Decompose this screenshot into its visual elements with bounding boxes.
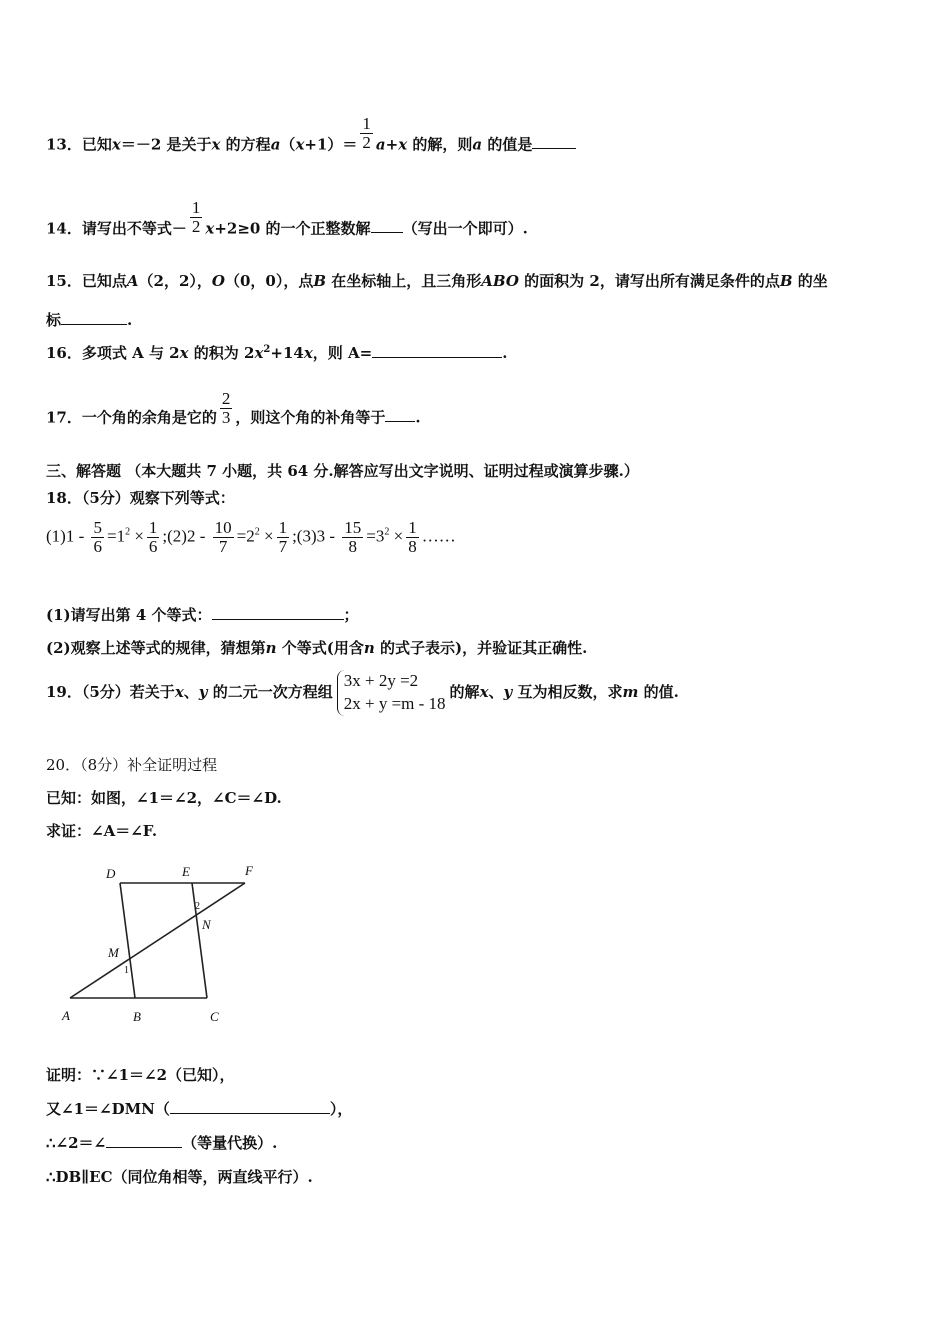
label-angle-2: 2 [195, 901, 200, 912]
question-19: 19．（5分）若关于x、y 的二元一次方程组 3x + 2y =2 2x + y =m - 18 的解x、y 互为相反数，求m 的值. [46, 670, 679, 716]
question-20-title: 20．（8分）补全证明过程 [46, 756, 218, 774]
geometry-figure [52, 860, 272, 1030]
question-18-part2: (2)观察上述等式的规律，猜想第n 个等式(用含n 的式子表示)，并验证其正确性. [46, 639, 588, 657]
equation-series: (1)1 - $\frac{5}{6}$ $=1^2$ × $\frac{1}{6}$ ;(2)2 - $\frac{10}{7}$ $=2^2$ × $\frac{1}{7}$ ;(3)3 - $\frac{15}{8}$ $=3^2$ × $\frac{1}{8}$ …… [46, 518, 456, 556]
question-17: 17．一个角的余角是它的 $\frac{2}{3}$ ，则这个角的补角等于 . [46, 389, 421, 427]
line-AF [70, 883, 245, 998]
proof-step-1: 证明：∵∠1＝∠2（已知）， [46, 1066, 235, 1084]
proof-step-4: ∴DB∥EC（同位角相等，两直线平行）. [46, 1168, 313, 1186]
line-DB [120, 883, 135, 998]
question-15: 15．已知点A（2，2），O（0，0），点B 在坐标轴上，且三角形ABO 的面积为 2，请写出所有满足条件的点B 的坐 [46, 272, 828, 290]
answer-blank[interactable] [212, 605, 344, 620]
answer-blank[interactable] [372, 343, 502, 358]
label-B: B [133, 1009, 141, 1024]
fraction: $\frac{1}{2}$ [191, 198, 201, 236]
question-18-part1: (1)请写出第 4 个等式： ； [46, 606, 359, 624]
proof-step-3: ∴∠2＝∠ （等量代换）. [46, 1134, 278, 1152]
equation-system: 3x + 2y =2 2x + y =m - 18 [337, 670, 446, 716]
answer-blank[interactable] [106, 1133, 182, 1148]
question-16: 16．多项式 A 与 2x 的积为 $2x^2+14x$，则 A= . [46, 344, 508, 362]
fraction: $\frac{1}{6}$ [148, 518, 158, 556]
fraction: $\frac{5}{6}$ [93, 518, 102, 556]
label-A: A [62, 1008, 70, 1023]
answer-blank[interactable] [532, 134, 576, 149]
label-E: E [182, 864, 190, 879]
section-heading: 三、解答题 （本大题共 7 小题，共 64 分.解答应写出文字说明、证明过程或演算步骤.） [46, 462, 639, 480]
fraction: $\frac{2}{3}$ [221, 389, 231, 427]
question-15-cont: 标 . [46, 311, 133, 329]
answer-blank[interactable] [371, 218, 403, 233]
label-angle-1: 1 [124, 965, 129, 976]
answer-blank[interactable] [170, 1099, 330, 1114]
question-20-given: 已知：如图，∠1＝∠2，∠C＝∠D. [46, 789, 282, 807]
label-M: M [108, 945, 119, 960]
answer-blank[interactable] [385, 407, 415, 422]
label-N: N [202, 917, 211, 932]
label-D: D [106, 866, 116, 881]
answer-blank[interactable] [61, 310, 127, 325]
question-13: 13．已知x＝－2 是关于x 的方程a（x+1）＝ $\frac{1}{2}$ a+x 的解，则a 的值是 [46, 127, 576, 164]
label-C: C [210, 1009, 219, 1024]
question-14: 14．请写出不等式－ $\frac{1}{2}$ x+2≥0 的一个正整数解 （写出一个即可）. [46, 198, 528, 238]
fraction: $\frac{1}{7}$ [278, 518, 288, 556]
question-18-title: 18．（5分）观察下列等式： [46, 489, 235, 507]
fraction: $\frac{10}{7}$ [214, 518, 232, 556]
question-20-prove: 求证：∠A＝∠F. [46, 822, 158, 840]
fraction: $\frac{15}{8}$ [344, 518, 362, 556]
proof-step-2: 又∠1＝∠DMN（ ）， [46, 1100, 353, 1118]
fraction: $\frac{1}{8}$ [408, 518, 417, 556]
fraction: $\frac{1}{2}$ [362, 114, 371, 152]
label-F: F [245, 863, 253, 878]
